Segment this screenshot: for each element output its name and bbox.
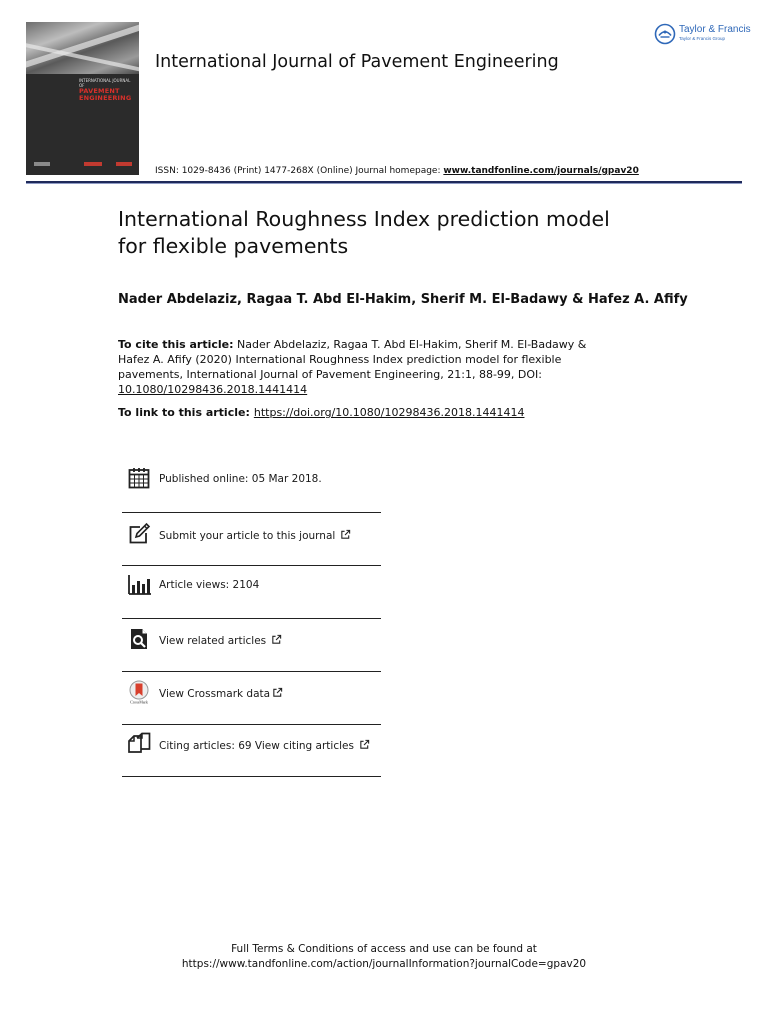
calendar-icon — [127, 466, 151, 490]
submit-article-label: Submit your article to this journal — [159, 530, 336, 542]
meta-divider — [122, 618, 381, 619]
citing-articles-link[interactable] — [159, 739, 370, 752]
crossmark-link[interactable] — [159, 687, 283, 700]
article-title — [118, 206, 678, 260]
meta-divider — [122, 776, 381, 777]
crossmark-icon — [127, 680, 151, 704]
link-label: To link to this article: — [118, 406, 250, 419]
article-views-item — [122, 566, 381, 606]
cite-label: To cite this article: — [118, 338, 234, 351]
published-online-item — [122, 460, 381, 500]
pencil-edit-icon — [127, 522, 151, 546]
related-articles-link[interactable] — [159, 634, 282, 647]
crossmark-label: View Crossmark data — [159, 688, 271, 700]
cover-footer — [32, 160, 134, 170]
citation-block — [118, 337, 593, 397]
crossmark-item[interactable] — [122, 674, 381, 714]
citing-articles-icon — [127, 732, 151, 756]
meta-divider — [122, 671, 381, 672]
article-title-line-1: International Roughness Index prediction model — [118, 207, 610, 231]
external-link-icon — [340, 529, 351, 540]
citing-articles-label: Citing articles: 69 View citing articles — [159, 740, 354, 752]
article-title-line-2: for flexible pavements — [118, 234, 349, 258]
published-online-label: Published online: 05 Mar 2018. — [159, 473, 322, 485]
submit-article-item[interactable] — [122, 516, 381, 556]
publisher-name: Taylor & Francis — [679, 24, 751, 35]
cover-title — [79, 78, 137, 102]
meta-divider — [122, 724, 381, 725]
footer-line-1: Full Terms & Conditions of access and use can be found at — [231, 943, 537, 955]
crossmark-caption: CrossMark — [130, 699, 148, 704]
bar-chart-icon — [127, 572, 151, 596]
journal-title: International Journal of Pavement Engineering — [155, 52, 559, 72]
article-views-label: Article views: 2104 — [159, 579, 260, 591]
cover-small-line: INTERNATIONAL JOURNAL OF — [79, 78, 131, 88]
external-link-icon — [359, 739, 370, 750]
publisher-group: Taylor & Francis Group — [679, 36, 726, 41]
issn-text: ISSN: 1029-8436 (Print) 1477-268X (Online) Journal homepage: — [155, 166, 444, 176]
terms-url[interactable]: https://www.tandfonline.com/action/journalInformation?journalCode=gpav20 — [181, 958, 587, 970]
issn-line — [155, 166, 639, 176]
article-link-line — [118, 406, 524, 419]
document-search-icon — [127, 627, 151, 651]
terms-footer — [0, 942, 768, 972]
related-articles-item[interactable] — [122, 621, 381, 661]
cover-big-line-2: ENGINEERING — [79, 94, 132, 102]
journal-cover-thumbnail — [26, 22, 139, 175]
cite-doi-link[interactable]: 10.1080/10298436.2018.1441414 — [118, 383, 308, 396]
header-divider-light — [26, 183, 742, 184]
cover-big-line-1: PAVEMENT — [79, 87, 120, 95]
related-articles-label: View related articles — [159, 635, 267, 647]
cite-text: Nader Abdelaziz, Ragaa T. Abd El-Hakim, Sherif M. El-Badawy & Hafez A. Afify (2020) International Roughness Index prediction model for flexible pavements, International Journal of Pavement Engineering, 21:1, 88-99, DOI: — [118, 338, 587, 381]
meta-divider — [122, 512, 381, 513]
journal-homepage-link[interactable]: www.tandfonline.com/journals/gpav20 — [443, 166, 639, 176]
cover-photo — [26, 22, 139, 74]
taylor-francis-logo-icon — [654, 23, 676, 45]
external-link-icon — [272, 687, 283, 698]
submit-article-link[interactable] — [159, 529, 351, 542]
external-link-icon — [271, 634, 282, 645]
citing-articles-item[interactable] — [122, 726, 381, 766]
publisher-logo[interactable] — [654, 23, 751, 45]
authors: Nader Abdelaziz, Ragaa T. Abd El-Hakim, Sherif M. El-Badawy & Hafez A. Afify — [118, 292, 688, 307]
article-doi-url[interactable]: https://doi.org/10.1080/10298436.2018.1441414 — [253, 406, 525, 419]
